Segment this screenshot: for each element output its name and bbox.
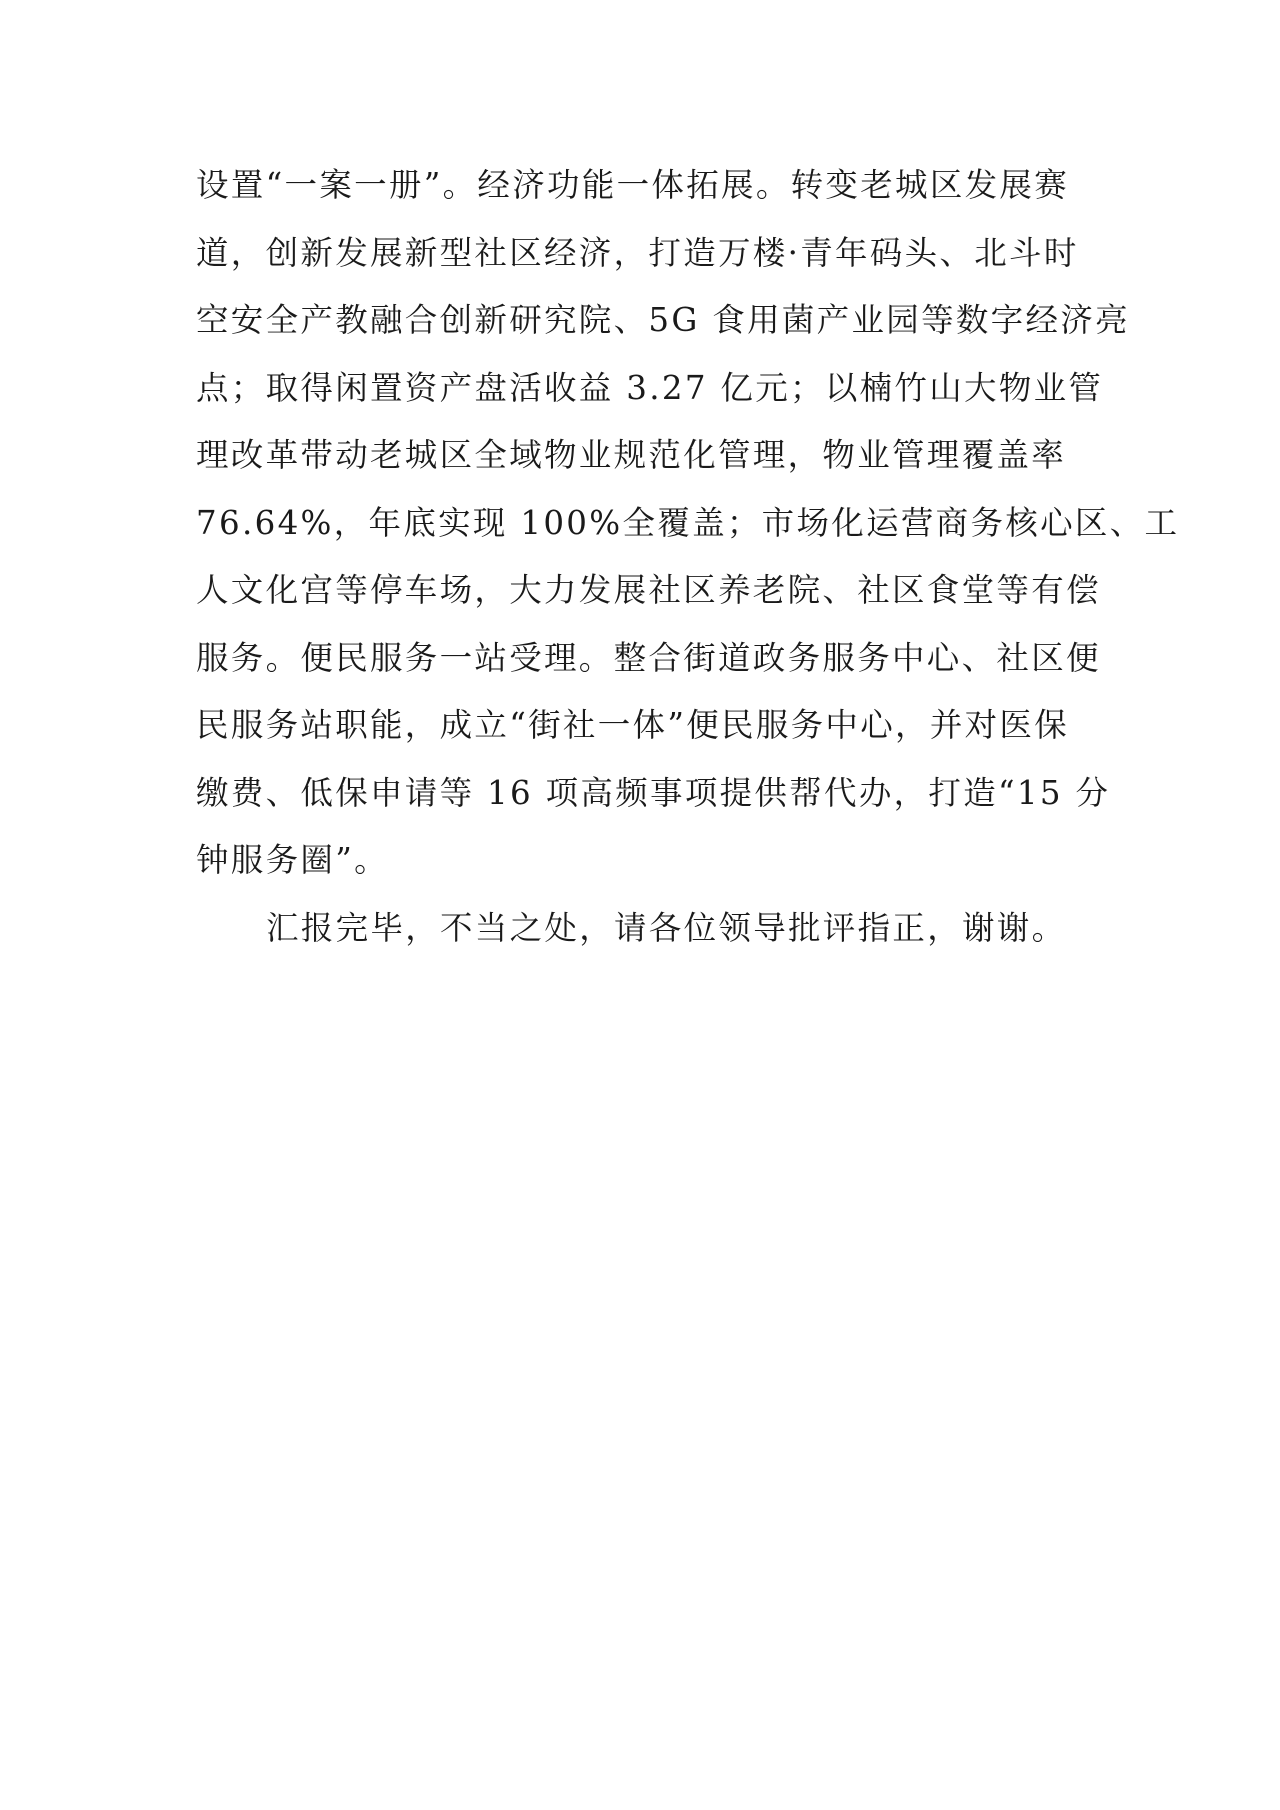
text-line: 理改革带动老城区全域物业规范化管理，物业管理覆盖率 xyxy=(196,436,1067,474)
text-line: 76.64%，年底实现 100%全覆盖；市场化运营商务核心区、工 xyxy=(196,503,1180,542)
text-line: 空安全产教融合创新研究院、5G 食用菌产业园等数字经济亮 xyxy=(196,301,1130,339)
text-line: 人文化宫等停车场，大力发展社区养老院、社区食堂等有偿 xyxy=(196,571,1101,609)
text-line: 民服务站职能，成立“街社一体”便民服务中心，并对医保 xyxy=(196,706,1070,744)
text-line: 设置“一案一册”。经济功能一体拓展。转变老城区发展赛 xyxy=(196,166,1070,204)
text-line: 缴费、低保申请等 16 项高频事项提供帮代办，打造“15 分 xyxy=(196,773,1111,812)
text-line: 服务。便民服务一站受理。整合街道政务服务中心、社区便 xyxy=(196,638,1101,677)
document-body xyxy=(196,152,1180,962)
closing-line: 汇报完毕，不当之处，请各位领导批评指正，谢谢。 xyxy=(266,908,1067,947)
text-line: 道，创新发展新型社区经济，打造万楼·青年码头、北斗时 xyxy=(196,233,1079,272)
text-line: 钟服务圈”。 xyxy=(196,841,389,879)
paragraph-closing xyxy=(196,895,1091,963)
paragraph-services xyxy=(196,152,1180,895)
text-line: 点；取得闲置资产盘活收益 3.27 亿元；以楠竹山大物业管 xyxy=(196,368,1104,407)
